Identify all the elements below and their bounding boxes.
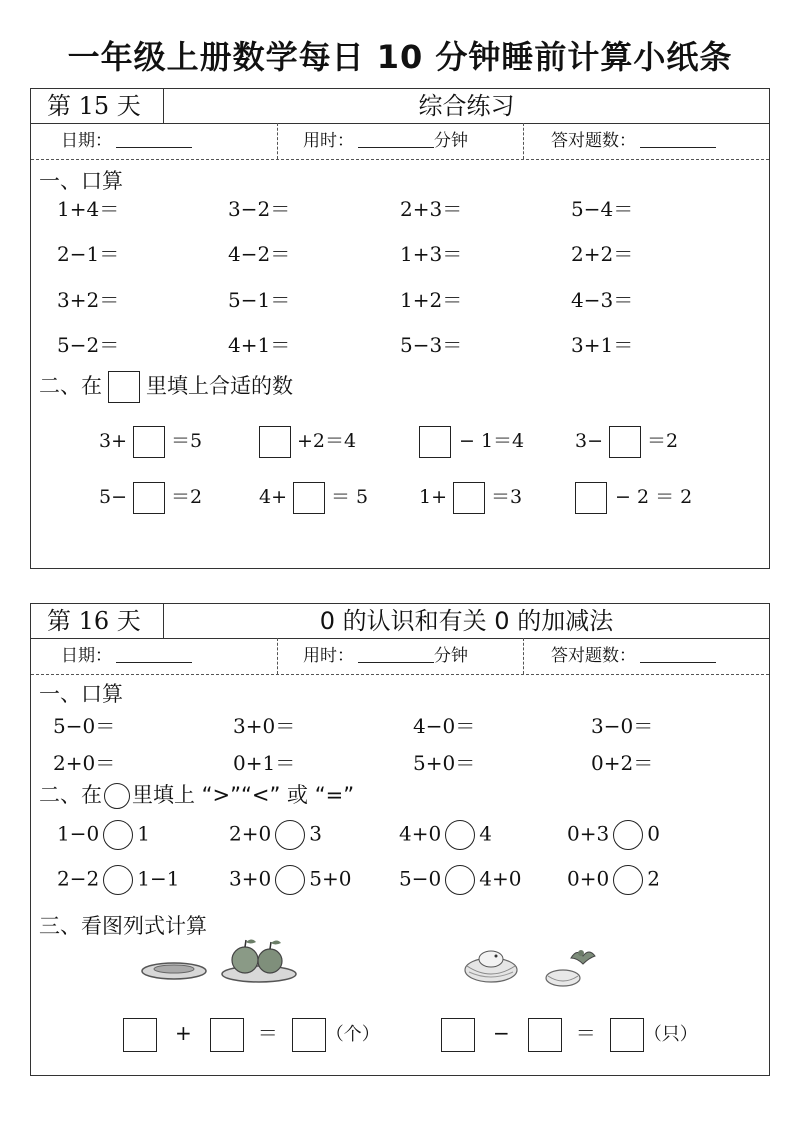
oral-problem: 2+0＝ [53, 751, 116, 775]
compare-circle[interactable] [103, 865, 133, 895]
day-card-15 [30, 88, 770, 569]
topic-title: 0 的认识和有关 0 的加减法 [319, 607, 614, 635]
flying-birds-icon [543, 944, 609, 990]
oral-problem: 4−3＝ [571, 288, 634, 312]
answer-box[interactable] [419, 426, 451, 458]
oral-problem: 3−0＝ [591, 714, 654, 738]
compare-circle[interactable] [613, 820, 643, 850]
time-field[interactable] [303, 638, 468, 674]
correct-field[interactable] [551, 638, 716, 674]
oral-problem: 5−4＝ [571, 197, 634, 221]
time-blank[interactable] [358, 127, 434, 148]
correct-blank[interactable] [640, 642, 716, 663]
answer-box[interactable] [133, 482, 165, 514]
oral-problem: 5−2＝ [57, 333, 120, 357]
oral-problem: 2+2＝ [571, 242, 634, 266]
time-blank[interactable] [358, 642, 434, 663]
date-blank[interactable] [116, 127, 192, 148]
section-oral-title: 一、口算 [39, 169, 123, 193]
section-compare-title: 二、在 里填上 “>”“<” 或 “=” [39, 783, 355, 807]
meta-row [31, 638, 769, 675]
bird-nest-icon [461, 944, 521, 986]
day-label: 第 16 天 [31, 604, 164, 638]
circle-icon [104, 783, 130, 809]
answer-box[interactable] [210, 1018, 244, 1052]
compare-problem: 0+3 0 [567, 820, 660, 850]
answer-box[interactable] [575, 482, 607, 514]
compare-problem: 1−0 1 [57, 820, 150, 850]
correct-label: 答对题数： [551, 131, 636, 151]
fill-problem: 1+ ＝3 [419, 482, 522, 514]
oral-problem: 1+2＝ [400, 288, 463, 312]
time-unit: 分钟 [434, 131, 468, 151]
compare-circle[interactable] [445, 820, 475, 850]
answer-box[interactable] [610, 1018, 644, 1052]
topic-title: 综合练习 [418, 92, 515, 120]
oral-problem: 4−2＝ [228, 242, 291, 266]
section-fill-title: 二、在 里填上合适的数 [39, 369, 293, 403]
oral-problem: 5−0＝ [53, 714, 116, 738]
fill-problem: 5− ＝2 [99, 482, 202, 514]
correct-field[interactable] [551, 123, 716, 159]
time-field[interactable] [303, 123, 468, 159]
fill-problem: +2＝4 [259, 426, 356, 458]
fill-problem: − 1＝4 [419, 426, 524, 458]
compare-circle[interactable] [103, 820, 133, 850]
correct-blank[interactable] [640, 127, 716, 148]
answer-box[interactable] [453, 482, 485, 514]
compare-circle[interactable] [275, 865, 305, 895]
compare-circle[interactable] [445, 865, 475, 895]
date-field[interactable] [61, 638, 192, 674]
date-label: 日期： [61, 131, 112, 151]
time-label: 用时： [303, 131, 354, 151]
oral-problem: 3−2＝ [228, 197, 291, 221]
oral-problem: 2−1＝ [57, 242, 120, 266]
compare-problem: 5−0 4+0 [399, 865, 521, 895]
time-unit: 分钟 [434, 646, 468, 666]
oral-problem: 5−1＝ [228, 288, 291, 312]
oral-problem: 3+0＝ [233, 714, 296, 738]
answer-box[interactable] [441, 1018, 475, 1052]
time-label: 用时： [303, 646, 354, 666]
correct-label: 答对题数： [551, 646, 636, 666]
answer-box[interactable] [528, 1018, 562, 1052]
fill-problem: 3− ＝2 [575, 426, 678, 458]
card-header [31, 89, 769, 124]
oral-problem: 5+0＝ [413, 751, 476, 775]
oral-problem: 0+1＝ [233, 751, 296, 775]
box-icon [108, 371, 140, 403]
fill-problem: − 2 ＝ 2 [575, 482, 692, 514]
meta-row [31, 123, 769, 160]
apples-on-plate-icon [219, 934, 299, 984]
section-picture-title: 三、看图列式计算 [39, 914, 207, 938]
compare-problem: 3+0 5+0 [229, 865, 351, 895]
picture-equation: − ＝ （只） [441, 1017, 698, 1052]
compare-problem: 4+0 4 [399, 820, 492, 850]
fill-problem: 4+ ＝ 5 [259, 482, 368, 514]
compare-circle[interactable] [613, 865, 643, 895]
picture-equation: + ＝ （个） [123, 1017, 380, 1052]
day-label: 第 15 天 [31, 89, 164, 123]
compare-problem: 2−2 1−1 [57, 865, 179, 895]
answer-box[interactable] [123, 1018, 157, 1052]
answer-box[interactable] [259, 426, 291, 458]
fill-problem: 3+ ＝5 [99, 426, 202, 458]
compare-problem: 2+0 3 [229, 820, 322, 850]
oral-problem: 1+3＝ [400, 242, 463, 266]
day-card-16 [30, 603, 770, 1076]
answer-box[interactable] [609, 426, 641, 458]
oral-problem: 3+1＝ [571, 333, 634, 357]
section-oral-title: 一、口算 [39, 682, 123, 706]
oral-problem: 0+2＝ [591, 751, 654, 775]
oral-problem: 4−0＝ [413, 714, 476, 738]
page-title: 一年级上册数学每日 10 分钟睡前计算小纸条 [67, 38, 733, 76]
card-header [31, 604, 769, 639]
compare-problem: 0+0 2 [567, 865, 660, 895]
answer-box[interactable] [292, 1018, 326, 1052]
oral-problem: 1+4＝ [57, 197, 120, 221]
date-label: 日期： [61, 646, 112, 666]
date-blank[interactable] [116, 642, 192, 663]
date-field[interactable] [61, 123, 192, 159]
oral-problem: 3+2＝ [57, 288, 120, 312]
oral-problem: 5−3＝ [400, 333, 463, 357]
answer-box[interactable] [133, 426, 165, 458]
plate-icon [139, 956, 209, 982]
oral-problem: 4+1＝ [228, 333, 291, 357]
answer-box[interactable] [293, 482, 325, 514]
oral-problem: 2+3＝ [400, 197, 463, 221]
compare-circle[interactable] [275, 820, 305, 850]
